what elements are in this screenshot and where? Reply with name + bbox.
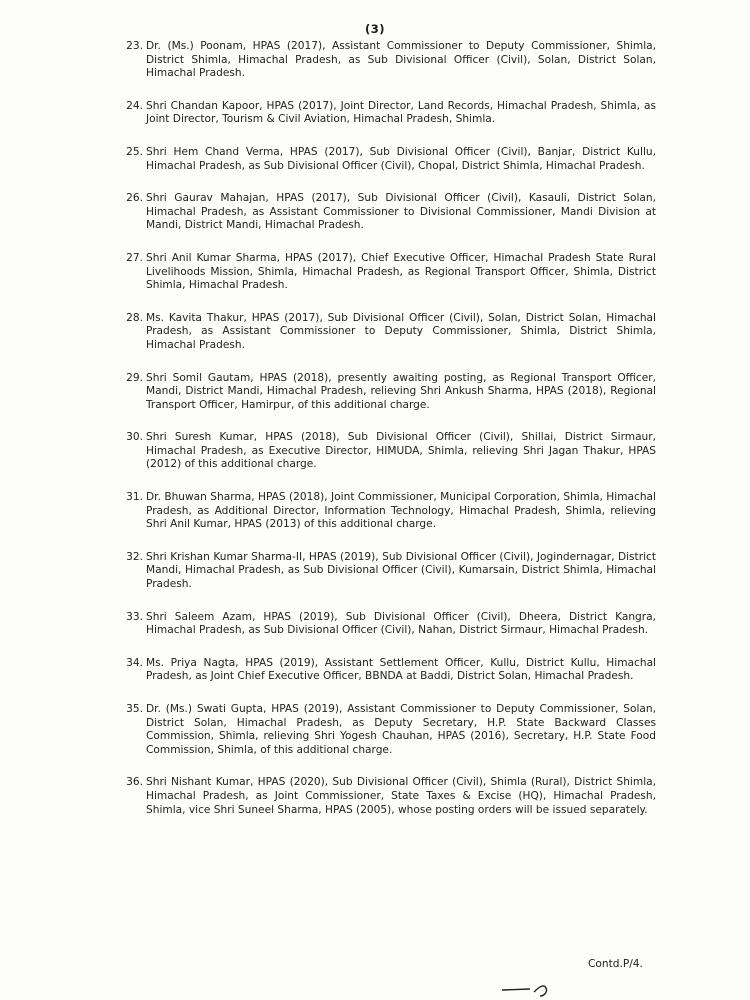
item-text: Shri Suresh Kumar, HPAS (2018), Sub Divisional Officer (Civil), Shillai, District Sirmaur, Himachal Pradesh, as Executive Director, HIMUDA, Shimla, relieving Shri Jagan Thakur, HPAS (2012) of this additional charge. bbox=[146, 431, 656, 471]
item-text: Shri Anil Kumar Sharma, HPAS (2017), Chief Executive Officer, Himachal Pradesh State Rural Livelihoods Mission, Shimla, Himachal Pradesh, as Regional Transport Officer, Shimla, District Shimla, Himachal Pradesh. bbox=[146, 251, 656, 292]
list-item bbox=[126, 40, 656, 81]
item-text: Ms. Priya Nagta, HPAS (2019), Assistant Settlement Officer, Kullu, District Kullu, Himachal Pradesh, as Joint Chief Executive Officer, BBNDA at Baddi, District Solan, Himachal Pradesh. bbox=[146, 656, 656, 683]
list-item bbox=[126, 491, 656, 532]
page-number: (3) bbox=[364, 22, 385, 36]
list-item bbox=[126, 99, 656, 127]
transfer-orders-list bbox=[126, 40, 656, 836]
list-item bbox=[126, 703, 656, 757]
list-item bbox=[126, 656, 656, 684]
item-number: 35. bbox=[126, 703, 143, 715]
item-number: 36. bbox=[126, 776, 143, 789]
list-item bbox=[126, 145, 656, 173]
item-text: Shri Saleem Azam, HPAS (2019), Sub Divisional Officer (Civil), Dheera, District Kangra, Himachal Pradesh, as Sub Divisional Officer (Civil), Nahan, District Sirmaur, Himachal Pradesh. bbox=[146, 610, 656, 637]
item-number: 27. bbox=[126, 251, 143, 264]
list-item bbox=[126, 776, 656, 817]
item-number: 23. bbox=[126, 40, 143, 52]
item-text: Shri Nishant Kumar, HPAS (2020), Sub Divisional Officer (Civil), Shimla (Rural), District Shimla, Himachal Pradesh, as Joint Commissioner, State Taxes & Excise (HQ), Himachal Pradesh, Shimla, vice Shri Suneel Sharma, HPAS (2005), whose posting orders will be issued separately. bbox=[146, 776, 656, 816]
list-item bbox=[126, 251, 656, 293]
item-number: 32. bbox=[126, 550, 143, 563]
list-item bbox=[126, 311, 656, 353]
item-text: Dr. (Ms.) Swati Gupta, HPAS (2019), Assistant Commissioner to Deputy Commissioner, Solan, District Solan, Himachal Pradesh, as Deputy Secretary, H.P. State Backward Classes Commission, Shimla, relieving Shri Yogesh Chauhan, HPAS (2016), Secretary, H.P. State Food Commission, Shimla, of this additional charge. bbox=[146, 703, 656, 756]
item-text: Dr. Bhuwan Sharma, HPAS (2018), Joint Commissioner, Municipal Corporation, Shimla, Himachal Pradesh, as Additional Director, Information Technology, Himachal Pradesh, Shimla, relieving Shri Anil Kumar, HPAS (2013) of this additional charge. bbox=[146, 491, 656, 531]
item-number: 29. bbox=[126, 371, 143, 384]
item-number: 34. bbox=[126, 656, 143, 669]
list-item bbox=[126, 610, 656, 638]
item-text: Ms. Kavita Thakur, HPAS (2017), Sub Divisional Officer (Civil), Solan, District Solan, Himachal Pradesh, as Assistant Commissioner to Deputy Commissioner, Shimla, District Shimla, Himachal Pradesh. bbox=[146, 311, 656, 351]
item-number: 25. bbox=[126, 145, 143, 158]
item-text: Shri Gaurav Mahajan, HPAS (2017), Sub Divisional Officer (Civil), Kasauli, District Solan, Himachal Pradesh, as Assistant Commissioner to Divisional Commissioner, Mandi Division at Mandi, District Mandi, Himachal Pradesh. bbox=[146, 192, 656, 232]
item-number: 24. bbox=[126, 99, 143, 112]
item-number: 28. bbox=[126, 311, 143, 324]
item-number: 26. bbox=[126, 192, 143, 205]
item-number: 33. bbox=[126, 610, 143, 623]
list-item bbox=[126, 192, 656, 233]
item-number: 31. bbox=[126, 491, 143, 504]
continued-note: Contd.P/4. bbox=[588, 958, 643, 970]
list-item bbox=[126, 431, 656, 472]
item-text: Shri Somil Gautam, HPAS (2018), presently awaiting posting, as Regional Transport Officer, Mandi, District Mandi, Himachal Pradesh, relieving Shri Ankush Sharma, HPAS (2018), Regional Transport Officer, Hamirpur, of this additional charge. bbox=[146, 371, 656, 411]
item-text: Shri Krishan Kumar Sharma-II, HPAS (2019), Sub Divisional Officer (Civil), Jogindernagar, District Mandi, Himachal Pradesh, as Sub Divisional Officer (Civil), Kumarsain, District Shimla, Himachal Pradesh. bbox=[146, 550, 656, 591]
list-item bbox=[126, 550, 656, 592]
item-text: Shri Chandan Kapoor, HPAS (2017), Joint Director, Land Records, Himachal Pradesh, Shimla, as Joint Director, Tourism & Civil Aviation, Himachal Pradesh, Shimla. bbox=[146, 99, 656, 126]
item-number: 30. bbox=[126, 431, 143, 444]
list-item bbox=[126, 371, 656, 413]
signature-mark bbox=[500, 976, 570, 1000]
item-text: Shri Hem Chand Verma, HPAS (2017), Sub Divisional Officer (Civil), Banjar, District Kullu, Himachal Pradesh, as Sub Divisional Officer (Civil), Chopal, District Shimla, Himachal Pradesh. bbox=[146, 145, 656, 172]
item-text: Dr. (Ms.) Poonam, HPAS (2017), Assistant Commissioner to Deputy Commissioner, Shimla, District Shimla, Himachal Pradesh, as Sub Divisional Officer (Civil), Solan, District Solan, Himachal Pradesh. bbox=[146, 40, 656, 80]
